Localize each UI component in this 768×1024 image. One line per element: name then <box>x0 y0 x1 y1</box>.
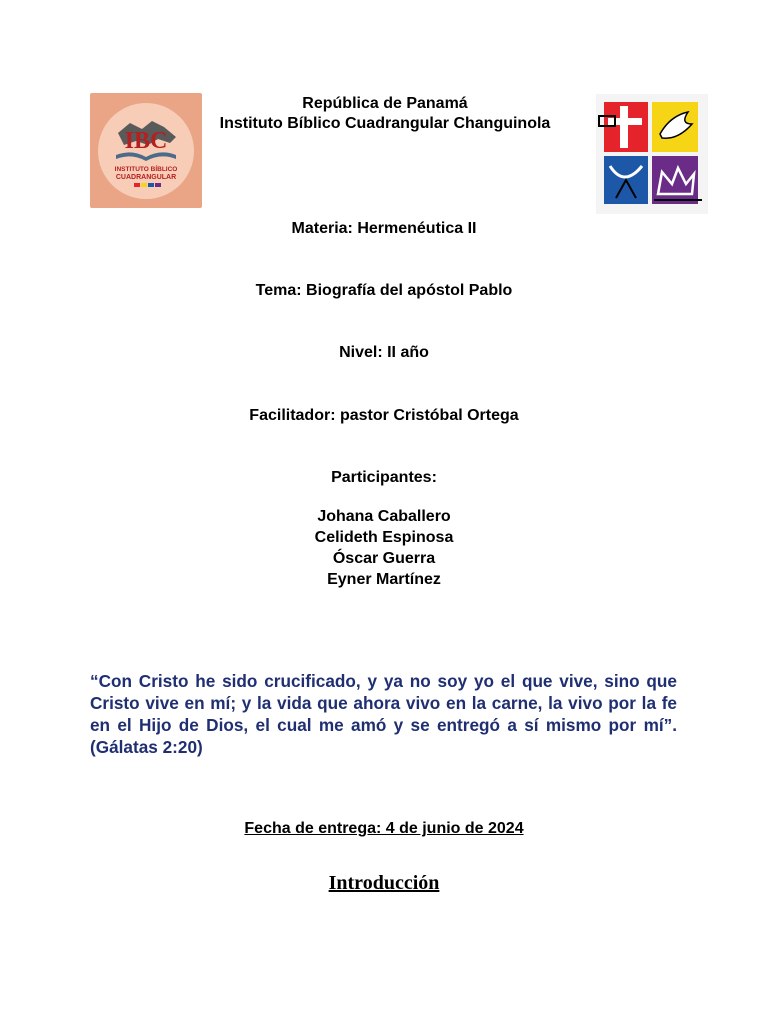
foursquare-logo <box>596 94 708 214</box>
header-country: República de Panamá <box>302 95 468 112</box>
submission-date <box>0 819 768 839</box>
participant-name: Celideth Espinosa <box>314 529 454 546</box>
foursquare-logo-graphic <box>596 94 708 214</box>
participant-name: Óscar Guerra <box>332 550 436 567</box>
field-facilitador: Facilitador: pastor Cristóbal Ortega <box>249 407 519 424</box>
participants-heading: Participantes: <box>331 469 437 486</box>
logo-sub-text-1: INSTITUTO BÍBLICO <box>114 166 178 173</box>
field-materia: Materia: Hermenéutica II <box>291 220 477 237</box>
introduction-heading-text: Introducción <box>328 872 440 894</box>
header-institute: Instituto Bíblico Cuadrangular Changuinola <box>219 115 551 132</box>
logo-main-text: IBC <box>124 128 168 154</box>
participant-name: Eyner Martínez <box>327 571 441 588</box>
bible-quote: “Con Cristo he sido crucificado, y ya no soy yo el que vive, sino que Cristo vive en mí; y la vida que ahora vivo en la carne, la vivo por la fe en el Hijo de Dios, el cual me amó y se entregó a sí mismo por mí”. (Gálatas 2:20) <box>90 671 677 757</box>
field-tema: Tema: Biografía del apóstol Pablo <box>255 282 513 299</box>
introduction-heading <box>0 870 768 896</box>
submission-date-text: Fecha de entrega: 4 de junio de 2024 <box>244 820 524 837</box>
logo-sub-text-2: CUADRANGULAR <box>115 174 177 181</box>
participant-name: Johana Caballero <box>317 508 451 525</box>
field-nivel: Nivel: II año <box>339 344 429 361</box>
